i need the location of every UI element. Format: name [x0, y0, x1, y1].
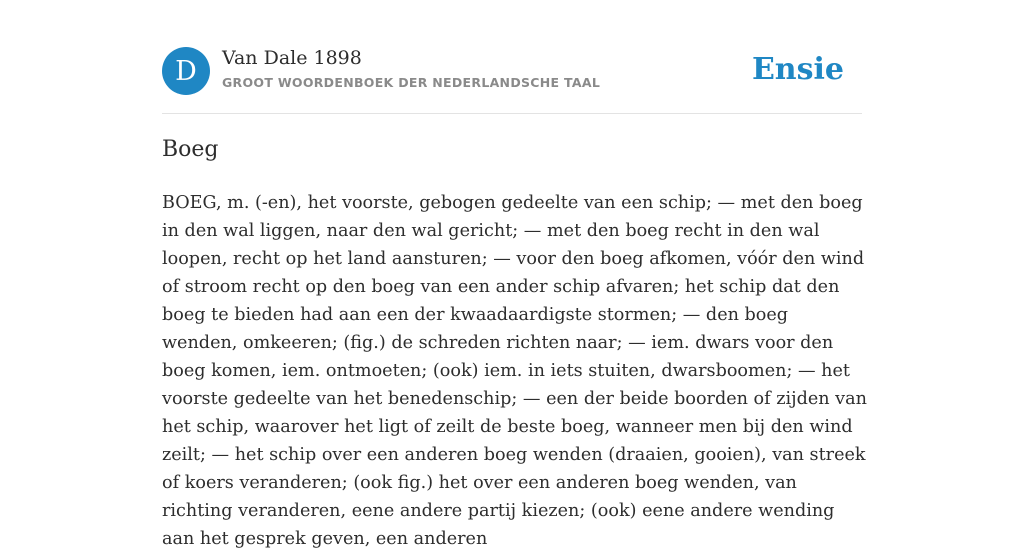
- dictionary-title[interactable]: Van Dale 1898: [222, 47, 362, 69]
- header-divider: [162, 113, 862, 114]
- dictionary-badge-icon[interactable]: D: [162, 47, 210, 95]
- dictionary-subtitle: GROOT WOORDENBOEK DER NEDERLANDSCHE TAAL: [222, 75, 601, 90]
- entry-title: Boeg: [162, 137, 219, 162]
- dictionary-header: [162, 46, 862, 96]
- ensie-logo-link[interactable]: Ensie: [751, 52, 844, 87]
- entry-definition: BOEG, m. (-en), het voorste, gebogen gedeelte van een schip; — met den boeg in den wal liggen, naar den wal gericht; — met den boeg recht in den wal loopen, recht op het land aansturen; — voor den boeg afkomen, vóór den wind of stroom recht op den boeg van een ander schip afvaren; het schip dat den boeg te bieden had aan een der kwaadaardigste stormen; — den boeg wenden, omkeeren; (fig.) de schreden richten naar; — iem. dwars voor den boeg komen, iem. ontmoeten; (ook) iem. in iets stuiten, dwarsboomen; — het voorste gedeelte van het benedenschip; — een der beide boorden of zijden van het schip, waarover het ligt of zeilt de beste boeg, wanneer men bij den wind zeilt; — het schip over een anderen boeg wenden (draaien, gooien), van streek of koers veranderen; (ook fig.) het over een anderen boeg wenden, van richting veranderen, eene andere partij kiezen; (ook) eene andere wending aan het gesprek geven, een anderen: [162, 193, 867, 549]
